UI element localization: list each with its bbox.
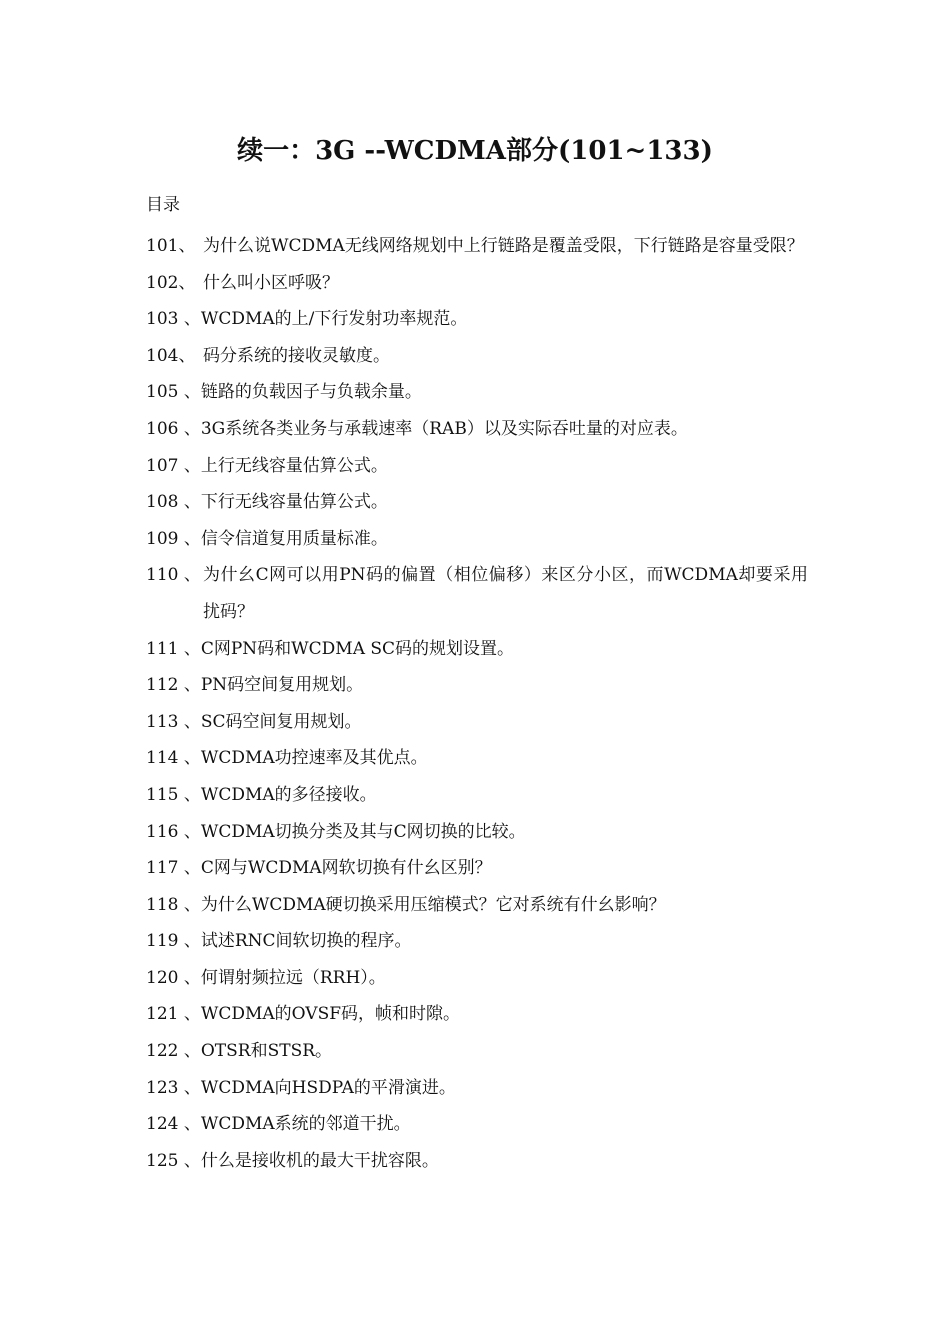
toc-item-number: 117 、 [146,858,201,879]
toc-item [146,1070,808,1107]
toc-item [146,777,808,814]
toc-item [146,448,808,485]
toc-item-text: C网PN码和WCDMA SC码的规划设置。 [200,638,515,659]
toc-item-text: C网与WCDMA网软切换有什幺区别？ [200,858,492,879]
toc-item [146,887,808,924]
toc-item-text: 为什幺C网可以用PN码的偏置（相位偏移）来区分小区，而WCDMA却要采用扰码？ [203,565,808,622]
toc-item-number: 120 、 [146,967,201,988]
toc-item-number: 125 、 [146,1150,201,1171]
toc-heading: 目录 [146,195,180,215]
toc-item-number: 123 、 [146,1077,201,1098]
toc-item-number: 108 、 [146,492,201,513]
toc-item-text: 什么叫小区呼吸？ [203,272,339,293]
toc-item [146,301,808,338]
toc-item-number: 101、 [146,236,196,256]
toc-item-number: 118 、 [146,894,201,915]
toc-item [146,740,808,777]
toc-item-text: 为什么WCDMA硬切换采用压缩模式？它对系统有什幺影响？ [200,894,666,915]
toc-item [146,960,808,997]
toc-item-number: 113 、 [146,711,201,732]
toc-item-text: 何谓射频拉远（RRH）。 [200,967,386,988]
toc-item [146,850,808,887]
toc-item-text: PN码空间复用规划。 [200,675,364,696]
toc-item-number: 109 、 [146,528,201,549]
toc-item-text: SC码空间复用规划。 [200,711,362,732]
toc-item-text: 什么是接收机的最大干扰容限。 [200,1150,439,1171]
toc-item [146,265,808,302]
toc-item [146,667,808,704]
toc-item [146,1033,808,1070]
toc-item-number: 124 、 [146,1114,201,1135]
toc-list [146,228,808,1179]
toc-item-text: 下行无线容量估算公式。 [200,492,388,513]
toc-item [146,996,808,1033]
toc-item [146,923,808,960]
toc-item [146,228,808,265]
toc-item-text: 为什么说WCDMA无线网络规划中上行链路是覆盖受限，下行链路是容量受限？ [203,236,804,256]
toc-item-text: 3G系统各类业务与承载速率（RAB）以及实际吞吐量的对应表。 [200,418,688,439]
toc-item [146,338,808,375]
toc-item-number: 116 、 [146,821,201,842]
toc-item [146,814,808,851]
toc-item [146,1106,808,1143]
toc-item-number: 110 、 [146,565,201,586]
toc-item-number: 107 、 [146,455,201,476]
toc-item-number: 105 、 [146,382,201,403]
toc-item-number: 102、 [146,272,196,293]
toc-item-number: 111 、 [146,638,201,659]
toc-item-text: 链路的负载因子与负载余量。 [200,382,422,403]
toc-item-text: WCDMA切换分类及其与C网切换的比较。 [200,821,526,842]
toc-item-text: WCDMA的上/下行发射功率规范。 [200,309,468,330]
toc-item [146,521,808,558]
toc-item-number: 103 、 [146,309,201,330]
toc-item-number: 104、 [146,345,196,366]
toc-item-number: 115 、 [146,784,201,805]
toc-item-number: 119 、 [146,931,201,952]
toc-item-text: 试述RNC间软切换的程序。 [200,931,412,952]
toc-item [146,631,808,668]
toc-item-text: 信令信道复用质量标准。 [200,528,388,549]
toc-item [146,704,808,741]
document-title: 续一：3G --WCDMA部分(101~133) [237,136,713,166]
toc-item-text: WCDMA功控速率及其优点。 [200,748,428,769]
toc-item-number: 114 、 [146,748,201,769]
toc-item-number: 106 、 [146,418,201,439]
toc-item [146,411,808,448]
toc-item [146,374,808,411]
toc-item-text: WCDMA的OVSF码，帧和时隙。 [200,1004,461,1025]
toc-item-number: 122 、 [146,1041,201,1062]
toc-item-number: 121 、 [146,1004,201,1025]
toc-item [146,557,808,630]
toc-item-text: OTSR和STSR。 [200,1041,333,1062]
toc-item-text: 码分系统的接收灵敏度。 [203,345,390,366]
toc-item-text: WCDMA向HSDPA的平滑演进。 [200,1077,456,1098]
toc-item-text: 上行无线容量估算公式。 [200,455,388,476]
toc-item-text: WCDMA系统的邻道干扰。 [200,1114,411,1135]
toc-item-number: 112 、 [146,675,201,696]
toc-item-text: WCDMA的多径接收。 [200,784,377,805]
toc-item [146,1143,808,1180]
toc-item [146,484,808,521]
